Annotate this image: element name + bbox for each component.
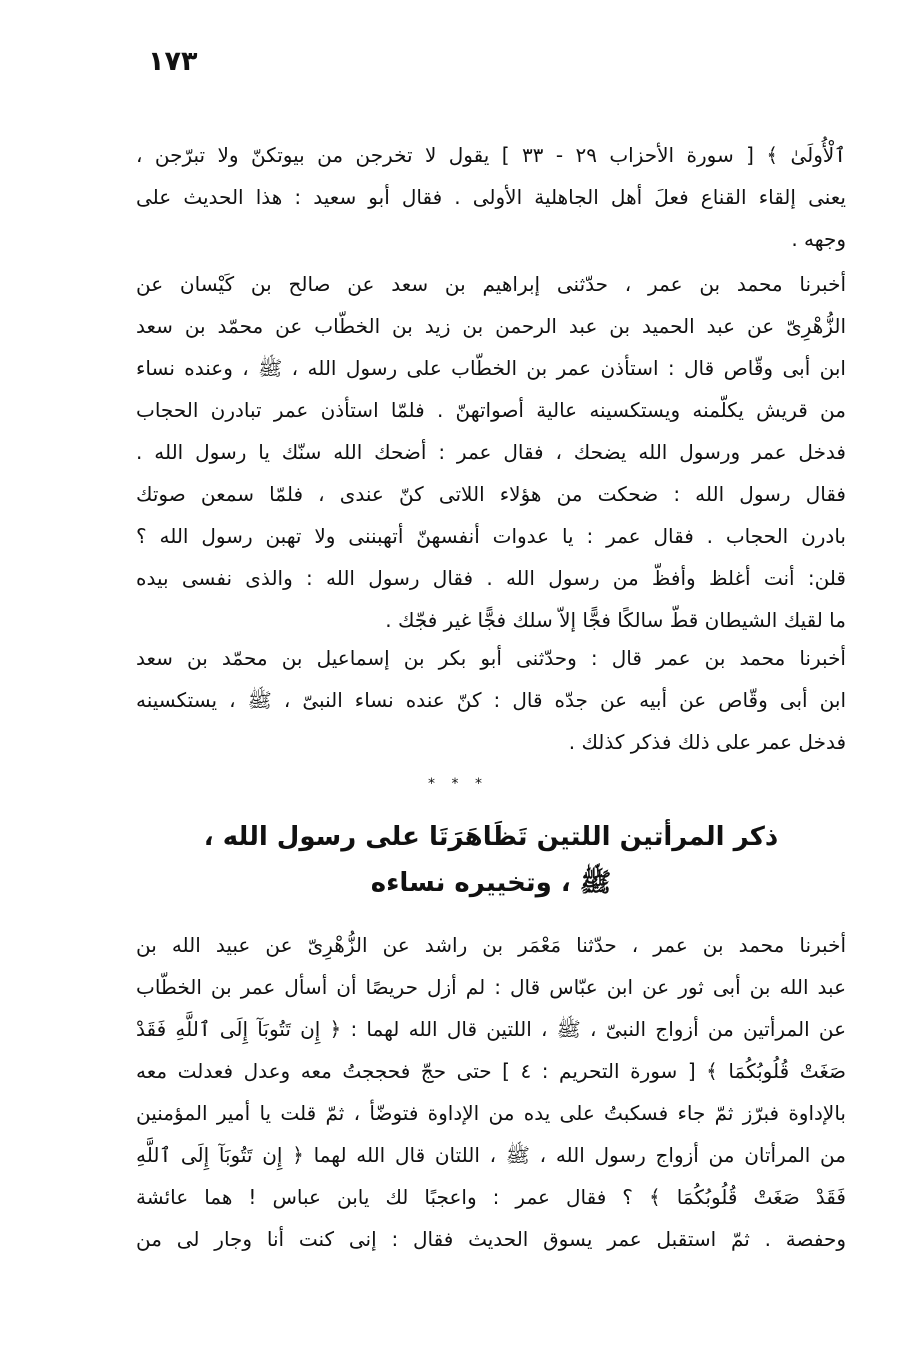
text-line: أخبرنا محمد بن عمر قال : وحدّثنى أبو بكر بن إسماعيل بن محمّد بن سعد — [136, 646, 846, 670]
text-line: من قريش يكلّمنه ويستكسينه عالية أصواتهنّ . فلمّا استأذن عمر تبادرن الحجاب — [136, 398, 846, 422]
heading-line: ذكر المرأتين اللتين تَظَاهَرَتَا على رسول الله ، — [203, 822, 779, 852]
text-line: فقال رسول الله : ضحكت من هؤلاء اللاتى كنّ عندى ، فلمّا سمعن صوتك — [136, 482, 846, 506]
paragraph-4 — [136, 924, 846, 1260]
paragraph-3 — [136, 637, 846, 763]
text-line: عن المرأتين من أزواج النبىّ ، ﷺ ، اللتين قال الله لهما : ﴿ إِن تَتُوبَآ إِلَى ٱللَّهِ فَقَدْ — [136, 1017, 846, 1041]
text-line: أخبرنا محمد بن عمر ، حدّثنى إبراهيم بن سعد عن صالح بن كَيْسان عن — [136, 272, 846, 296]
text-line: يعنى إلقاء القناع فعلَ أهل الجاهلية الأولى . فقال أبو سعيد : هذا الحديث على — [136, 185, 846, 209]
text-line: وحفصة . ثمّ استقبل عمر يسوق الحديث فقال : إنى كنت أنا وجار لى من — [136, 1227, 846, 1251]
text-line: فدخل عمر ورسول الله يضحك ، فقال عمر : أضحك الله سنّك يا رسول الله . — [136, 440, 846, 464]
paragraph-2 — [136, 263, 846, 641]
text-line: قلن: أنت أغلظ وأفظّ من رسول الله . فقال رسول الله : والذى نفسى بيده — [136, 566, 846, 590]
page-number: ١٧٣ — [148, 46, 198, 77]
text-line: ابن أبى وقّاص عن أبيه عن جدّه قال : كنّ عنده نساء النبىّ ، ﷺ ، يستكسينه — [136, 688, 846, 712]
text-line: بالإداوة فبرّز ثمّ جاء فسكبتُ على يده من الإداوة فتوضّأ ، ثمّ قلت يا أمير المؤمنين — [136, 1101, 846, 1125]
text-line: صَغَتْ قُلُوبُكُمَا ﴾ [ سورة التحريم : ٤ ] حتى حجّ فحججتُ معه وعدل فعدلت معه — [136, 1059, 846, 1083]
text-line: من المرأتان من أزواج رسول الله ، ﷺ ، اللتان قال الله لهما ﴿ إِن تَتُوبَآ إِلَى ٱللَّهِ — [136, 1143, 846, 1167]
text-line: ٱلْأُولَىٰ ﴾ [ سورة الأحزاب ٢٩ - ٣٣ ] يقول لا تخرجن من بيوتكنّ ولا تبرّجن ، — [136, 143, 846, 167]
paragraph-1 — [136, 134, 846, 260]
section-separator: * * * — [428, 776, 488, 792]
text-line: الزُّهْرِىّ عن عبد الحميد بن عبد الرحمن بن زيد بن الخطّاب عن محمّد بن سعد — [136, 314, 846, 338]
text-line: ما لقيك الشيطان قطّ سالكًا فجًّا إلاّ سلك فجًّا غير فجّك . — [385, 608, 846, 632]
text-line: ابن أبى وقّاص قال : استأذن عمر بن الخطّاب على رسول الله ، ﷺ ، وعنده نساء — [136, 356, 846, 380]
text-line: فَقَدْ صَغَتْ قُلُوبُكُمَا ﴾ ؟ فقال عمر : واعجبًا لك يابن عباس ! هما عائشة — [136, 1185, 846, 1209]
text-line: عبد الله بن أبى ثور عن ابن عبّاس قال : لم أزل حريصًا أن أسأل عمر بن الخطّاب — [136, 975, 846, 999]
heading-line: ﷺ ، وتخييره نساءه — [370, 868, 612, 898]
text-line: بادرن الحجاب . فقال عمر : يا عدوات أنفسهنّ أتهبننى ولا تهبن رسول الله ؟ — [136, 524, 846, 548]
text-line: فدخل عمر على ذلك فذكر كذلك . — [568, 730, 846, 754]
text-line: وجهه . — [791, 227, 846, 251]
section-heading — [136, 814, 846, 906]
text-line: أخبرنا محمد بن عمر ، حدّثنا مَعْمَر بن راشد عن الزُّهْرِىّ عن عبيد الله بن — [136, 933, 846, 957]
